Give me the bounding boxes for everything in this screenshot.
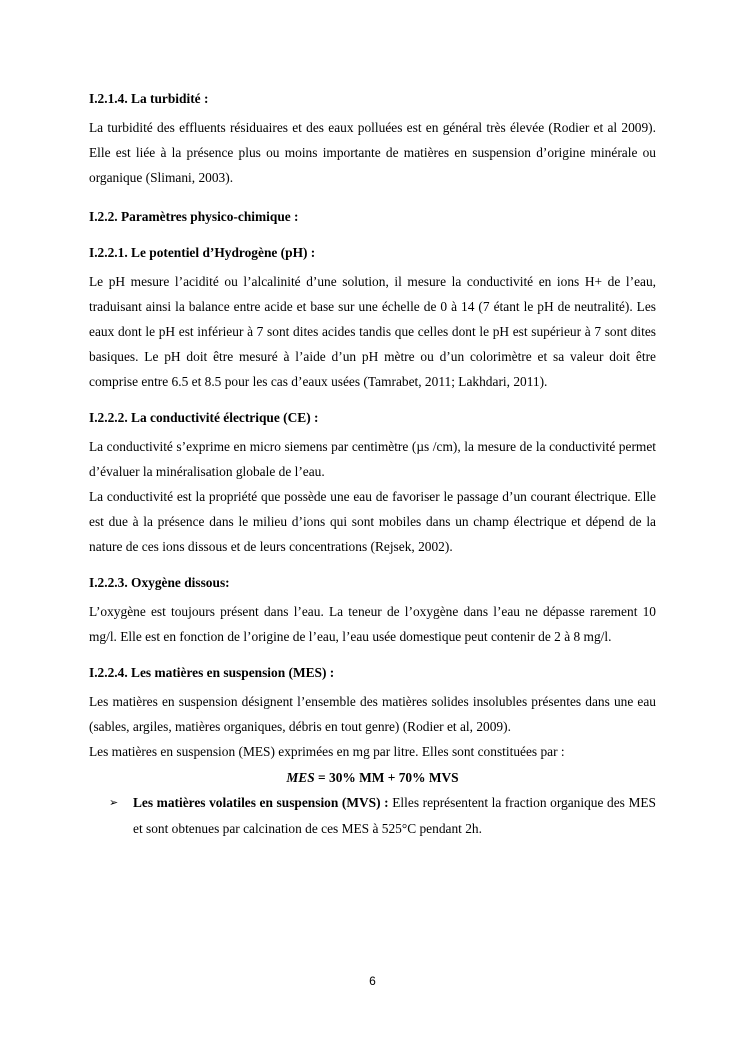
heading-physico-chimique: I.2.2. Paramètres physico-chimique : <box>89 209 299 224</box>
heading-ph: I.2.2.1. Le potentiel d’Hydrogène (pH) : <box>89 245 316 260</box>
formula-expression: = 30% MM + 70% MVS <box>314 770 459 785</box>
paragraph-conductivite-1: La conductivité s’exprime en micro siemens par centimètre (µs /cm), la mesure de la conductivité permet d’évaluer la minéralisation globale de l’eau. <box>89 439 656 479</box>
formula-variable: MES <box>286 770 315 785</box>
heading-turbidite: I.2.1.4. La turbidité : <box>89 91 209 106</box>
paragraph-ph: Le pH mesure l’acidité ou l’alcalinité d’une solution, il mesure la conductivité en ions H+ de l’eau, traduisant ainsi la balance entre acide et base sur une échelle de 0 à 14 (7 étant le pH de neutralité). Les eaux dont le pH est inférieur à 7 sont dites acides tandis que celles dont le pH est supérieur à 7 sont dites basiques. Le pH doit être mesuré à l’aide d’un pH mètre ou d’un colorimètre et sa valeur doit être comprise entre 6.5 et 8.5 pour les cas d’eaux usées (Tamrabet, 2011; Lakhdari, 2011). <box>89 274 656 389</box>
paragraph-mes-1: Les matières en suspension désignent l’ensemble des matières solides insolubles présentes dans une eau (sables, argiles, matières organiques, débris en tout genre) (Rodier et al, 2009). <box>89 694 656 734</box>
heading-oxygene: I.2.2.3. Oxygène dissous: <box>89 575 230 590</box>
arrow-bullet-icon: ➢ <box>109 796 119 809</box>
list-item-mvs <box>89 790 656 842</box>
bullet-term: Les matières volatiles en suspension (MVS) : <box>133 795 389 810</box>
formula-mes <box>89 765 656 790</box>
paragraph-oxygene: L’oxygène est toujours présent dans l’eau. La teneur de l’oxygène dans l’eau ne dépasse rarement 10 mg/l. Elle est en fonction de l’origine de l’eau, l’eau usée domestique peut contenir de 2 à 8 mg/l. <box>89 604 656 644</box>
paragraph-turbidite: La turbidité des effluents résiduaires et des eaux polluées est en général très élevée (Rodier et al 2009). Elle est liée à la présence plus ou moins importante de matières en suspension d’origine minérale ou organique (Slimani, 2003). <box>89 120 656 185</box>
paragraph-conductivite-2: La conductivité est la propriété que possède une eau de favoriser le passage d’un courant électrique. Elle est due à la présence dans le milieu d’ions qui sont mobiles dans un champ électrique et dépend de la nature de ces ions dissous et de leurs concentrations (Rejsek, 2002). <box>89 489 656 554</box>
heading-conductivite: I.2.2.2. La conductivité électrique (CE) : <box>89 410 319 425</box>
heading-mes: I.2.2.4. Les matières en suspension (MES) : <box>89 665 335 680</box>
page-number: 6 <box>369 974 376 988</box>
document-page <box>89 89 656 842</box>
bullet-description: Elles représentent la fraction organique des MES et sont obtenues par calcination de ces MES à 525°C pendant 2h. <box>133 795 657 836</box>
paragraph-mes-2: Les matières en suspension (MES) exprimées en mg par litre. Elles sont constituées par : <box>89 744 565 759</box>
